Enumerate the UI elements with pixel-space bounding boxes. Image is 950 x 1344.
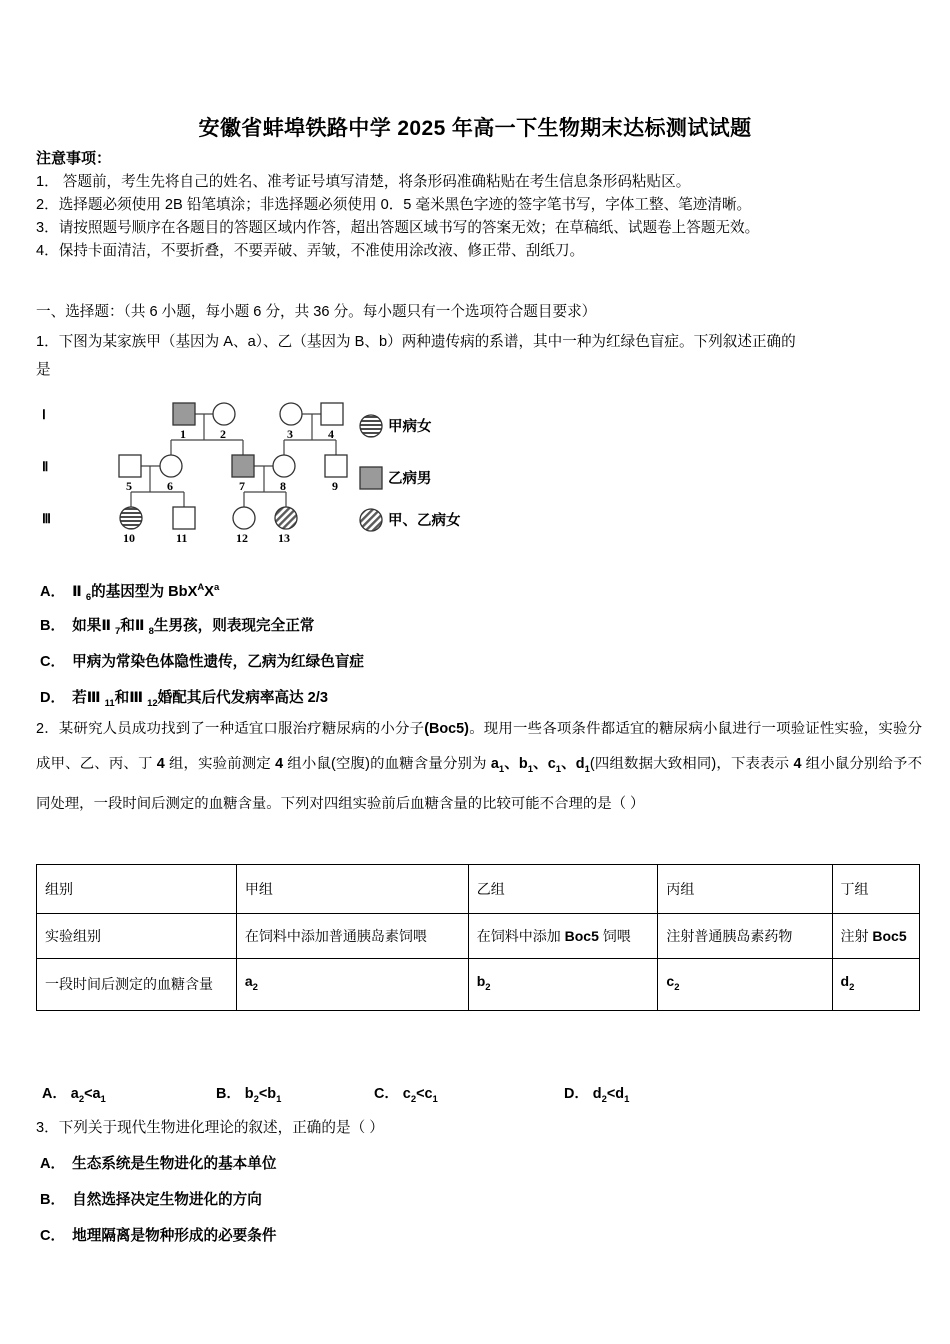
notice-item: 4．保持卡面清洁，不要折叠，不要弄破、弄皱，不准使用涂改液、修正带、刮纸刀。 xyxy=(36,243,585,259)
svg-text:6: 6 xyxy=(167,479,173,493)
pedigree-individual-4 xyxy=(321,403,343,441)
table-cell: $a_2$ xyxy=(236,959,468,1011)
option-text: 地理隔离是物种形成的必要条件 xyxy=(72,1228,277,1244)
pedigree-individual-8 xyxy=(273,455,295,493)
question-1-stem-cont: 是 xyxy=(36,362,51,378)
section-heading: 一、选择题：（共 6 小题，每小题 6 分，共 36 分。每小题只有一个选项符合题目要求） xyxy=(36,304,597,320)
notice-item: 2．选择题必须使用 2B 铅笔填涂；非选择题必须使用 0．5 毫米黑色字迹的签字笔书写，字体工整、笔迹清晰。 xyxy=(36,197,752,213)
generation-label-3: Ⅲ xyxy=(42,511,51,526)
svg-text:5: 5 xyxy=(126,479,132,493)
option-text: 自然选择决定生物进化的方向 xyxy=(72,1192,262,1208)
question-3-option-c xyxy=(40,1224,276,1245)
table-cell: 注射普通胰岛素药物 xyxy=(658,914,832,959)
pedigree-individual-13 xyxy=(275,507,297,545)
experiment-table xyxy=(36,864,920,1011)
option-label: B． xyxy=(216,1086,241,1102)
option-text: $d_2<d_1$ xyxy=(592,1086,630,1105)
page-title: 安徽省蚌埠铁路中学 2025 年高一下生物期末达标测试试题 xyxy=(198,117,752,140)
table-cell: $c_2$ xyxy=(658,959,832,1011)
table-header-cell: 甲组 xyxy=(236,865,468,914)
option-text: 生态系统是生物进化的基本单位 xyxy=(72,1156,277,1172)
table-header-cell: 组别 xyxy=(37,865,237,914)
svg-text:12: 12 xyxy=(236,531,248,545)
pedigree-individual-11 xyxy=(173,507,195,545)
question-2-stem: 2．某研究人员成功找到了一种适宜口服治疗糖尿病的小分子(Boc5)。现用一些各项条件都适宜的糖尿病小鼠进行一项验证性实验，实验分成甲、乙、丙、丁 4 组，实验前测定 4 组小鼠(空腹)的血糖含量分别为 $a_1$、$b_1$、$c_1$、$d_1$(四组数据大致相同)，下表表示 4 组小鼠分别给予不同处理，一段时间后测定的血糖含量。下列对四组实验前后血糖含量的比较可能不合理的是（ ） xyxy=(36,721,923,812)
option-text: 如果Ⅱ $_7$和Ⅱ $_8$生男孩，则表现完全正常 xyxy=(72,618,315,637)
pedigree-individual-10 xyxy=(120,507,142,545)
question-3-stem: 3．下列关于现代生物进化理论的叙述，正确的是（ ） xyxy=(36,1120,384,1136)
svg-text:10: 10 xyxy=(123,531,135,545)
table-cell: $b_2$ xyxy=(468,959,658,1011)
question-2-option-c xyxy=(374,1082,438,1105)
option-text: 若Ⅲ $_{11}$和Ⅲ $_{12}$婚配其后代发病率高达 2/3 xyxy=(72,690,328,709)
option-label: C． xyxy=(40,1228,66,1244)
dstripe-circle-icon xyxy=(360,509,382,531)
option-label: D． xyxy=(564,1086,589,1102)
question-2-option-d xyxy=(564,1082,629,1105)
option-label: A． xyxy=(40,584,66,600)
question-1-option-c xyxy=(40,650,364,671)
svg-text:9: 9 xyxy=(332,479,338,493)
question-1-stem: 1．下图为某家族甲（基因为 A、a）、乙（基因为 B、b）两种遗传病的系谱，其中一种为红绿色盲症。下列叙述正确的 xyxy=(36,334,796,350)
pedigree-individual-3 xyxy=(280,403,302,441)
svg-text:11: 11 xyxy=(176,531,188,545)
gray-square-icon xyxy=(360,467,382,489)
option-label: A． xyxy=(40,1156,66,1172)
option-label: B． xyxy=(40,618,66,634)
pedigree-individual-9 xyxy=(325,455,347,493)
pedigree-svg xyxy=(36,392,536,562)
notice-item: 3．请按照题号顺序在各题目的答题区域内作答，超出答题区域书写的答案无效；在草稿纸、试题卷上答题无效。 xyxy=(36,220,760,236)
legend-item-1 xyxy=(360,467,432,489)
table-cell: 在饲料中添加 Boc5 饲喂 xyxy=(468,914,658,959)
svg-text:7: 7 xyxy=(239,479,245,493)
option-label: D． xyxy=(40,690,66,706)
option-label: A． xyxy=(42,1086,67,1102)
table-cell: 在饲料中添加普通胰岛素饲喂 xyxy=(236,914,468,959)
generation-label-2: Ⅱ xyxy=(42,459,49,474)
table-header-cell: 乙组 xyxy=(468,865,658,914)
option-label: C． xyxy=(374,1086,399,1102)
table-row xyxy=(37,959,920,1011)
question-1-option-d xyxy=(40,686,328,709)
legend-label-0: 甲病女 xyxy=(388,419,432,435)
table-cell: $d_2$ xyxy=(832,959,920,1011)
option-label: C． xyxy=(40,654,66,670)
question-1-option-a xyxy=(40,580,219,603)
question-2-option-b xyxy=(216,1082,281,1105)
hstripe-circle-icon xyxy=(360,415,382,437)
table-header-cell: 丁组 xyxy=(832,865,920,914)
pedigree-individual-5 xyxy=(119,455,141,493)
question-3-option-b xyxy=(40,1188,262,1209)
legend-label-1: 乙病男 xyxy=(388,471,432,487)
svg-text:4: 4 xyxy=(328,427,334,441)
table-row-label: 一段时间后测定的血糖含量 xyxy=(37,959,237,1011)
option-text: $b_2<b_1$ xyxy=(244,1086,282,1105)
question-2-option-a xyxy=(42,1082,106,1105)
option-label: B． xyxy=(40,1192,66,1208)
svg-text:1: 1 xyxy=(180,427,186,441)
pedigree-figure xyxy=(36,392,536,562)
table-header-row xyxy=(37,865,920,914)
question-3-option-a xyxy=(40,1152,276,1173)
pedigree-individual-6 xyxy=(160,455,182,493)
table-cell: 注射 Boc5 xyxy=(832,914,920,959)
legend-item-2 xyxy=(360,509,461,531)
legend-label-2: 甲、乙病女 xyxy=(388,513,461,529)
question-1-option-b xyxy=(40,614,314,637)
option-text: Ⅱ $_6$的基因型为 $BbX^AX^a$ xyxy=(72,582,220,603)
pedigree-individual-7 xyxy=(232,455,254,493)
option-text: $c_2<c_1$ xyxy=(402,1086,438,1105)
notice-heading: 注意事项： xyxy=(36,150,112,167)
notice-item: 1． 答题前，考生先将自己的姓名、准考证号填写清楚，将条形码准确粘贴在考生信息条形码粘贴区。 xyxy=(36,174,691,190)
pedigree-individual-1 xyxy=(173,403,195,441)
svg-text:3: 3 xyxy=(287,427,293,441)
notice-block xyxy=(36,148,916,263)
generation-label-1: Ⅰ xyxy=(42,407,46,422)
svg-text:8: 8 xyxy=(280,479,286,493)
table-row xyxy=(37,914,920,959)
svg-text:13: 13 xyxy=(278,531,290,545)
legend-item-0 xyxy=(360,415,432,437)
pedigree-individual-2 xyxy=(213,403,235,441)
pedigree-legend xyxy=(360,415,461,531)
option-text: $a_2<a_1$ xyxy=(70,1086,106,1105)
svg-text:2: 2 xyxy=(220,427,226,441)
table-row-label: 实验组别 xyxy=(37,914,237,959)
table-header-cell: 丙组 xyxy=(658,865,832,914)
pedigree-individual-12 xyxy=(233,507,255,545)
option-text: 甲病为常染色体隐性遗传，乙病为红绿色盲症 xyxy=(72,654,365,670)
